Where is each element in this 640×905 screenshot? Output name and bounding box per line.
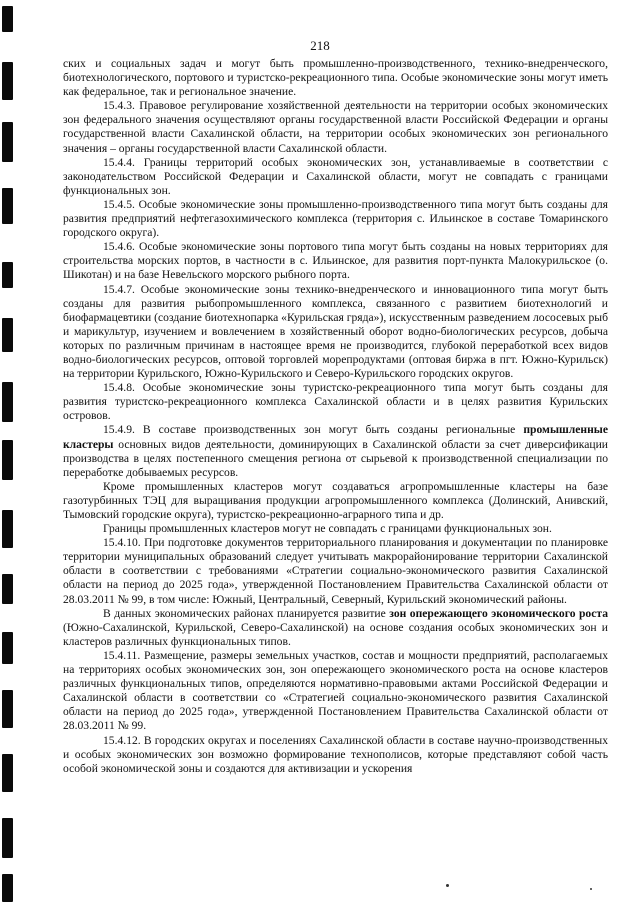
paragraph-text: 15.4.7. Особые экономические зоны технико-внедренческого и инновационного типа могут быть созданы для развития рыбопромышленного комплекса, связанного с развитием биотехнологий и биофармацевтики (создание биотехнопарка «Курильская гряда»), искусственным разведением лососевых рыб и марикультур, изучением и вовлечением в хозяйственный оборот водно-биологических ресурсов, добыча которых по различным причинам в настоящее время не производится, глубокой переработкой всех видов водно-биологических ресурсов, оптовой торговлей морепродуктами (оптовая биржа в пгт. Южно-Курильск) на территории Курильского, Южно-Курильского и Северо-Курильского городских округов. xyxy=(63,282,608,381)
paragraph-text: (Южно-Сахалинской, Курильской, Северо-Сахалинской) на основе создания особых экономических зон и кластеров различных функциональных типов. xyxy=(63,620,608,648)
paragraph-text: 15.4.8. Особые экономические зоны туристско-рекреационного типа могут быть созданы для развития туристско-рекреационного комплекса Сахалинской области и в целях развития Курильских островов. xyxy=(63,381,608,423)
paragraph-text: ских и социальных задач и могут быть промышленно-производственного, технико-внедренческого, биотехнологического, портового и туристско-рекреационного типа. Особые экономические зоны могут иметь как федеральное, так и региональное значение. xyxy=(63,57,608,99)
page-body xyxy=(63,57,608,776)
paragraph-text: В данных экономических районах планируется развитие xyxy=(103,606,390,620)
bold-term: промышленные кластеры xyxy=(63,423,608,451)
paragraph-text: Кроме промышленных кластеров могут создаваться агропромышленные кластеры на базе газотурбинных ТЭЦ для выращивания продукции агропромышленного комплекса (Долинский, Анивский, Тымовский городские округа), туристско-рекреационно-аграрного типа и др. xyxy=(63,479,608,521)
paragraph-text: 15.4.11. Размещение, размеры земельных участков, состав и мощности предприятий, располагаемых на территориях особых экономических зон, зон опережающего экономического роста на основе кластеров различных функциональных типов, определяются нормативно-правовыми актами Российской Федерации и Сахалинской области в соответствии со «Стратегией социально-экономического развития Сахалинской области на период до 2025 года», утвержденной Постановлением Правительства Сахалинской области от 28.03.2011 № 99. xyxy=(63,648,608,733)
binding-mark xyxy=(2,318,13,352)
binding-marks xyxy=(0,0,20,905)
paragraph xyxy=(63,240,608,282)
paragraph-text: Границы промышленных кластеров могут не совпадать с границами функциональных зон. xyxy=(103,522,552,536)
binding-mark xyxy=(2,754,13,792)
binding-mark xyxy=(2,440,13,480)
paragraph xyxy=(63,423,608,479)
binding-mark xyxy=(2,188,13,224)
paragraph xyxy=(63,607,608,649)
paragraph xyxy=(63,198,608,240)
binding-mark xyxy=(2,122,13,162)
page-number: 218 xyxy=(310,38,330,53)
paragraph xyxy=(63,649,608,734)
paragraph-text: основных видов деятельности, доминирующих в Сахалинской области за счет диверсификации производства в целях постепенного смещения региона от сырьевой к производственной специализации по переработке добываемых ресурсов. xyxy=(63,437,608,479)
paragraph xyxy=(63,57,608,99)
paragraph xyxy=(63,522,608,536)
binding-mark xyxy=(2,6,13,32)
bold-term: зон опережающего экономического роста xyxy=(389,606,608,620)
paragraph-text: 15.4.6. Особые экономические зоны портового типа могут быть созданы на новых территориях для строительства морских портов, в частности в с. Ильинское, для развития порт-пункта Малокурильское (о. Шикотан) и на базе Невельского морского рыбного порта. xyxy=(63,240,608,282)
scan-speck xyxy=(446,884,449,887)
binding-mark xyxy=(2,382,13,422)
paragraph xyxy=(63,381,608,423)
binding-mark xyxy=(2,690,13,728)
paragraph xyxy=(63,283,608,382)
binding-mark xyxy=(2,632,13,664)
binding-mark xyxy=(2,874,13,902)
paragraph xyxy=(63,99,608,155)
binding-mark xyxy=(2,818,13,858)
scan-speck xyxy=(590,888,592,890)
paragraph-text: 15.4.12. В городских округах и поселениях Сахалинской области в составе научно-производственных и особых экономических зон возможно формирование технополисов, которые представляют собой часть особой экономической зоны и создаются для активизации и ускорения xyxy=(63,733,608,775)
paragraph xyxy=(63,156,608,198)
paragraph xyxy=(63,536,608,606)
paragraph-text: 15.4.10. При подготовке документов территориального планирования и документации по планировке территории муниципальных образований следует учитывать макрорайонирование территории Сахалинской области в соответствии с требованиями «Стратегии социально-экономического развития Сахалинской области на период до 2025 года», утвержденной Постановлением Правительства Сахалинской области от 28.03.2011 № 99, в том числе: Южный, Центральный, Северный, Курильский экономический районы. xyxy=(63,536,608,606)
paragraph-text: 15.4.3. Правовое регулирование хозяйственной деятельности на территории особых экономических зон федерального значения осуществляют органы государственной власти Российской Федерации и органы государственной власти Сахалинской области, на территории особых экономических зон регионального значения – органы государственной власти Сахалинской области. xyxy=(63,99,608,155)
binding-mark xyxy=(2,262,13,288)
binding-mark xyxy=(2,62,13,100)
paragraph-text: 15.4.9. В составе производственных зон могут быть созданы региональные xyxy=(103,423,524,437)
binding-mark xyxy=(2,510,13,548)
paragraph-text: 15.4.4. Границы территорий особых экономических зон, устанавливаемые в соответствии с законодательством Российской Федерации и Сахалинской области, могут не совпадать с границами функциональных зон. xyxy=(63,155,608,197)
paragraph-text: 15.4.5. Особые экономические зоны промышленно-производственного типа могут быть созданы для развития предприятий нефтегазохимического комплекса (территория с. Ильинское в составе Томаринского городского округа). xyxy=(63,197,608,240)
paragraph xyxy=(63,480,608,522)
paragraph xyxy=(63,734,608,776)
binding-mark xyxy=(2,574,13,604)
